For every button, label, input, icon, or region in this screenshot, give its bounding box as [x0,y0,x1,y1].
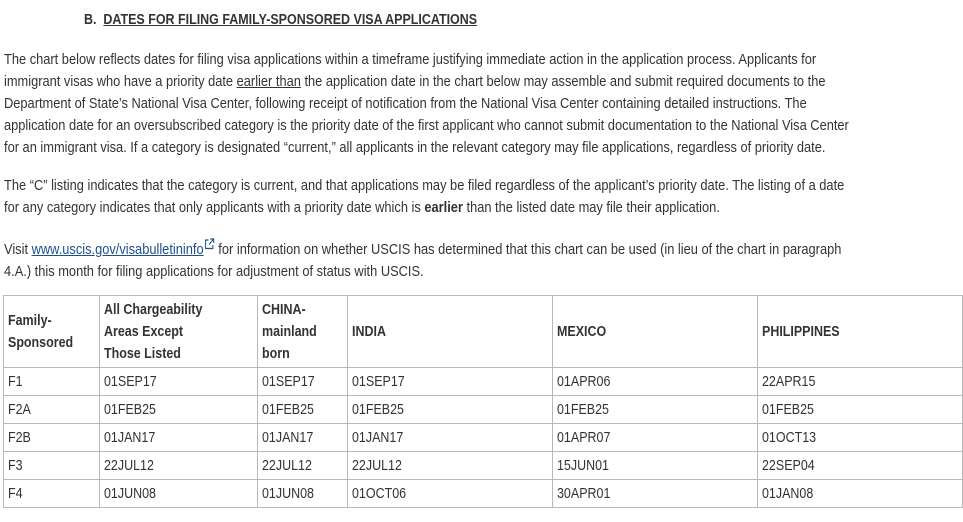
table-row [4,396,963,424]
paragraph1-line2-post: the application date in the chart below may assemble and submit required documents to the [300,73,826,90]
table-cell: 01JAN17 [99,424,257,452]
column-header: Family-Sponsored [4,296,100,368]
table-cell: 01FEB25 [257,396,347,424]
paragraph3-line2: 4.A.) this month for filing applications for adjustment of status with USCIS. [4,263,424,280]
table-cell: 30APR01 [552,480,757,508]
table-cell: 22JUL12 [257,452,347,480]
table-row [4,368,963,396]
paragraph2-line2-pre: for any category indicates that only applicants with a priority date which is [4,199,425,216]
table-cell: F2B [4,424,100,452]
table-row [4,480,963,508]
table-cell: 01JUN08 [257,480,347,508]
earlier-than-emphasis: earlier than [236,73,301,90]
paragraph2-line1: The “C” listing indicates that the category is current, and that applications may be filed regardless of the applicant’s priority date. The listing of a date [4,177,845,194]
uscis-visa-bulletin-link[interactable]: www.uscis.gov/visabulletininfo [31,241,204,258]
table-cell: 01OCT13 [757,424,962,452]
table-cell: 01FEB25 [99,396,257,424]
paragraph-dates-for-filing [4,49,954,159]
table-cell: 01APR06 [552,368,757,396]
table-cell: 22APR15 [757,368,962,396]
table-cell: 01OCT06 [347,480,552,508]
table-cell: 22JUL12 [347,452,552,480]
table-cell: 22SEP04 [757,452,962,480]
table-row [4,452,963,480]
table-header-row [4,296,963,368]
paragraph1-line4: application date for an oversubscribed category is the priority date of the first applicant who cannot submit documentation to the National Visa Center [4,117,849,134]
table-cell: 01APR07 [552,424,757,452]
table-cell: 01JUN08 [99,480,257,508]
table-cell: 01JAN17 [257,424,347,452]
table-cell: F2A [4,396,100,424]
table-cell: 15JUN01 [552,452,757,480]
paragraph2-line2 [4,197,954,219]
paragraph-current-listing [4,175,954,219]
section-title: DATES FOR FILING FAMILY-SPONSORED VISA APPLICATIONS [103,12,478,28]
paragraph3-line1-post: for information on whether USCIS has determined that this chart can be used (in lieu of the chart in paragraph [214,241,842,258]
table-cell: 01SEP17 [99,368,257,396]
paragraph1-line1: The chart below reflects dates for filing visa applications within a timeframe justifying immediate action in the application process. Applicants for [4,51,817,68]
table-cell: 01FEB25 [757,396,962,424]
table-cell: 01SEP17 [257,368,347,396]
table-cell: 01JAN08 [757,480,962,508]
paragraph2-line2-post: than the listed date may file their application. [462,199,720,216]
paragraph1-line3: Department of State’s National Visa Center, following receipt of notification from the National Visa Center containing detailed instructions. The [4,95,807,112]
column-header: CHINA-mainland born [257,296,347,368]
paragraph1-line2-pre: immigrant visas who have a priority date [4,73,237,90]
section-letter: B. [84,12,97,28]
table-cell: 01FEB25 [552,396,757,424]
filing-dates-table [3,295,963,508]
external-link-icon [204,235,214,257]
paragraph1-line5: for an immigrant visa. If a category is designated “current,” all applicants in the relevant category may file applications, regardless of priority date. [4,139,826,156]
paragraph3-line1-pre: Visit [4,241,32,258]
table-cell: 01FEB25 [347,396,552,424]
table-cell: 01JAN17 [347,424,552,452]
table-cell: F3 [4,452,100,480]
column-header: All Chargeability Areas Except Those Listed [99,296,257,368]
table-cell: 01SEP17 [347,368,552,396]
table-cell: F4 [4,480,100,508]
column-header: MEXICO [552,296,757,368]
table-cell: 22JUL12 [99,452,257,480]
column-header: PHILIPPINES [757,296,962,368]
section-heading [84,12,477,28]
paragraph3-line1 [4,235,954,261]
paragraph1-line2 [4,71,954,93]
paragraph-uscis-link [4,235,954,283]
earlier-bold-emphasis: earlier [424,199,463,216]
table-row [4,424,963,452]
column-header: INDIA [347,296,552,368]
table-cell: F1 [4,368,100,396]
